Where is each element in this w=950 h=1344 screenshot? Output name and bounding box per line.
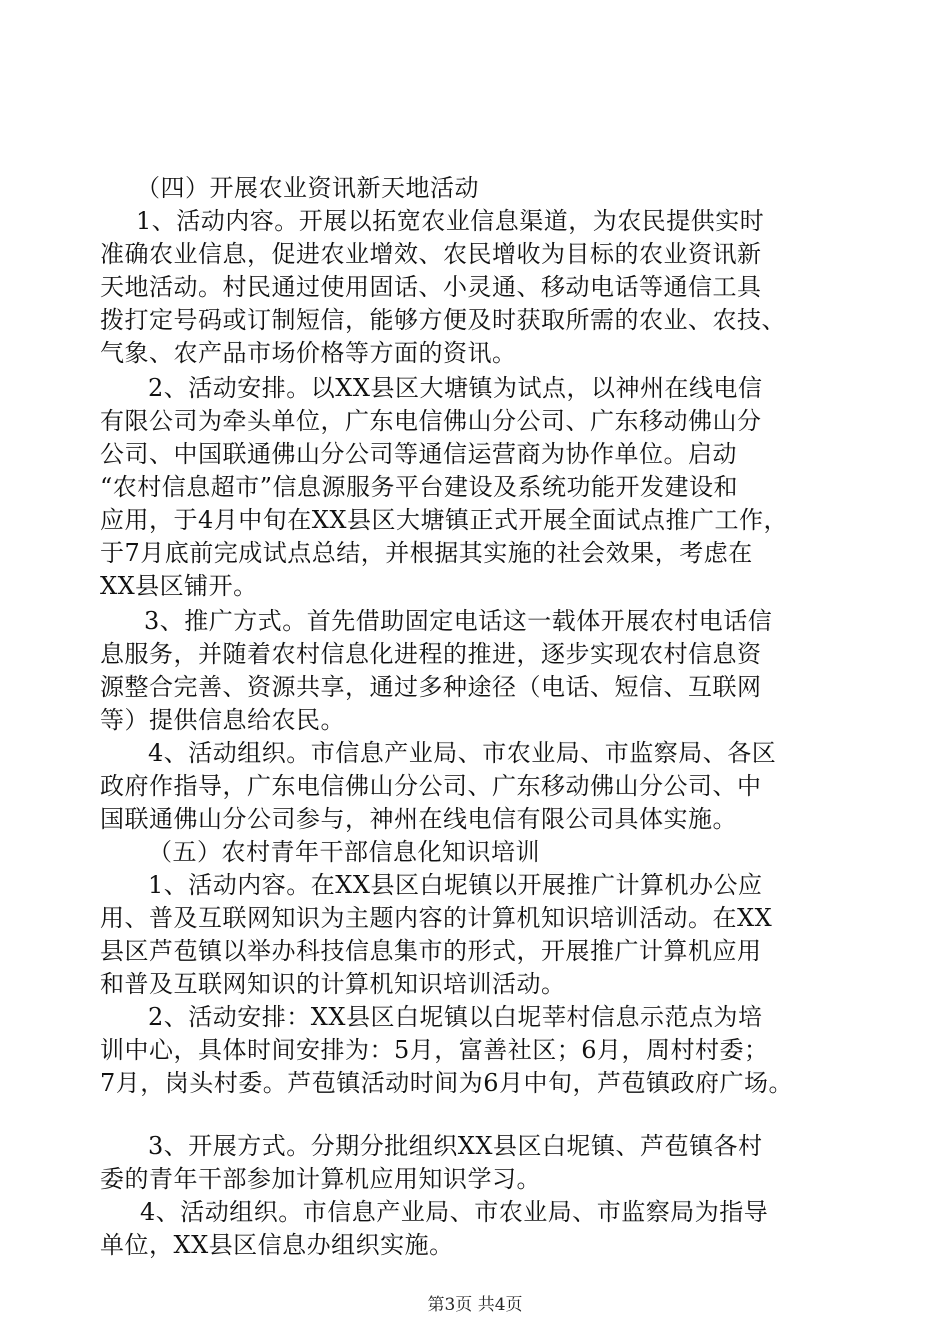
paragraph-line: 7月，岗头村委。芦苞镇活动时间为6月中旬，芦苞镇政府广场。 — [100, 1069, 794, 1097]
paragraph-line: 拨打定号码或订制短信，能够方便及时获取所需的农业、农技、 — [100, 306, 786, 334]
paragraph-line: 气象、农产品市场价格等方面的资讯。 — [100, 339, 517, 367]
paragraph-line: 1、活动内容。在XX县区白坭镇以开展推广计算机办公应 — [148, 871, 763, 899]
paragraph-line: 2、活动安排：XX县区白坭镇以白坭莘村信息示范点为培 — [148, 1003, 763, 1031]
section-heading-5: （五）农村青年干部信息化知识培训 — [148, 838, 540, 866]
paragraph-line: 于7月底前完成试点总结，并根据其实施的社会效果，考虑在 — [100, 539, 753, 567]
paragraph-line: 公司、中国联通佛山分公司等通信运营商为协作单位。启动 — [100, 440, 737, 468]
paragraph-line: 政府作指导，广东电信佛山分公司、广东移动佛山分公司、中 — [100, 772, 762, 800]
paragraph-line: 天地活动。村民通过使用固话、小灵通、移动电话等通信工具 — [100, 273, 762, 301]
paragraph-line: 源整合完善、资源共享，通过多种途径（电话、短信、互联网 — [100, 673, 762, 701]
section-heading-4: （四）开展农业资讯新天地活动 — [136, 174, 479, 202]
paragraph-line: 4、活动组织。市信息产业局、市农业局、市监察局为指导 — [140, 1198, 769, 1226]
paragraph-line: 有限公司为牵头单位，广东电信佛山分公司、广东移动佛山分 — [100, 407, 762, 435]
paragraph-line: “农村信息超市”信息源服务平台建设及系统功能开发建设和 — [100, 473, 739, 501]
paragraph-line: 单位，XX县区信息办组织实施。 — [100, 1231, 454, 1259]
paragraph-line: 用、普及互联网知识为主题内容的计算机知识培训活动。在XX — [100, 904, 773, 932]
paragraph-line: 国联通佛山分公司参与，神州在线电信有限公司具体实施。 — [100, 805, 737, 833]
paragraph-line: 4、活动组织。市信息产业局、市农业局、市监察局、各区 — [148, 739, 777, 767]
paragraph-line: 应用，于4月中旬在XX县区大塘镇正式开展全面试点推广工作， — [100, 506, 788, 534]
paragraph-line: 1、活动内容。开展以拓宽农业信息渠道，为农民提供实时 — [136, 207, 765, 235]
paragraph-line: 息服务，并随着农村信息化进程的推进，逐步实现农村信息资 — [100, 640, 762, 668]
paragraph-line: 县区芦苞镇以举办科技信息集市的形式，开展推广计算机应用 — [100, 937, 762, 965]
paragraph-line: 2、活动安排。以XX县区大塘镇为试点，以神州在线电信 — [148, 374, 763, 402]
paragraph-line: XX县区铺开。 — [100, 572, 258, 600]
paragraph-line: 3、推广方式。首先借助固定电话这一载体开展农村电话信 — [144, 607, 773, 635]
paragraph-line: 训中心，具体时间安排为：5月，富善社区；6月，周村村委； — [100, 1036, 769, 1064]
paragraph-line: 和普及互联网知识的计算机知识培训活动。 — [100, 970, 566, 998]
page-number: 第3页 共4页 — [427, 1295, 523, 1315]
paragraph-line: 委的青年干部参加计算机应用知识学习。 — [100, 1165, 541, 1193]
paragraph-line: 准确农业信息，促进农业增效、农民增收为目标的农业资讯新 — [100, 240, 762, 268]
paragraph-line: 等）提供信息给农民。 — [100, 706, 345, 734]
paragraph-line: 3、开展方式。分期分批组织XX县区白坭镇、芦苞镇各村 — [148, 1132, 763, 1160]
